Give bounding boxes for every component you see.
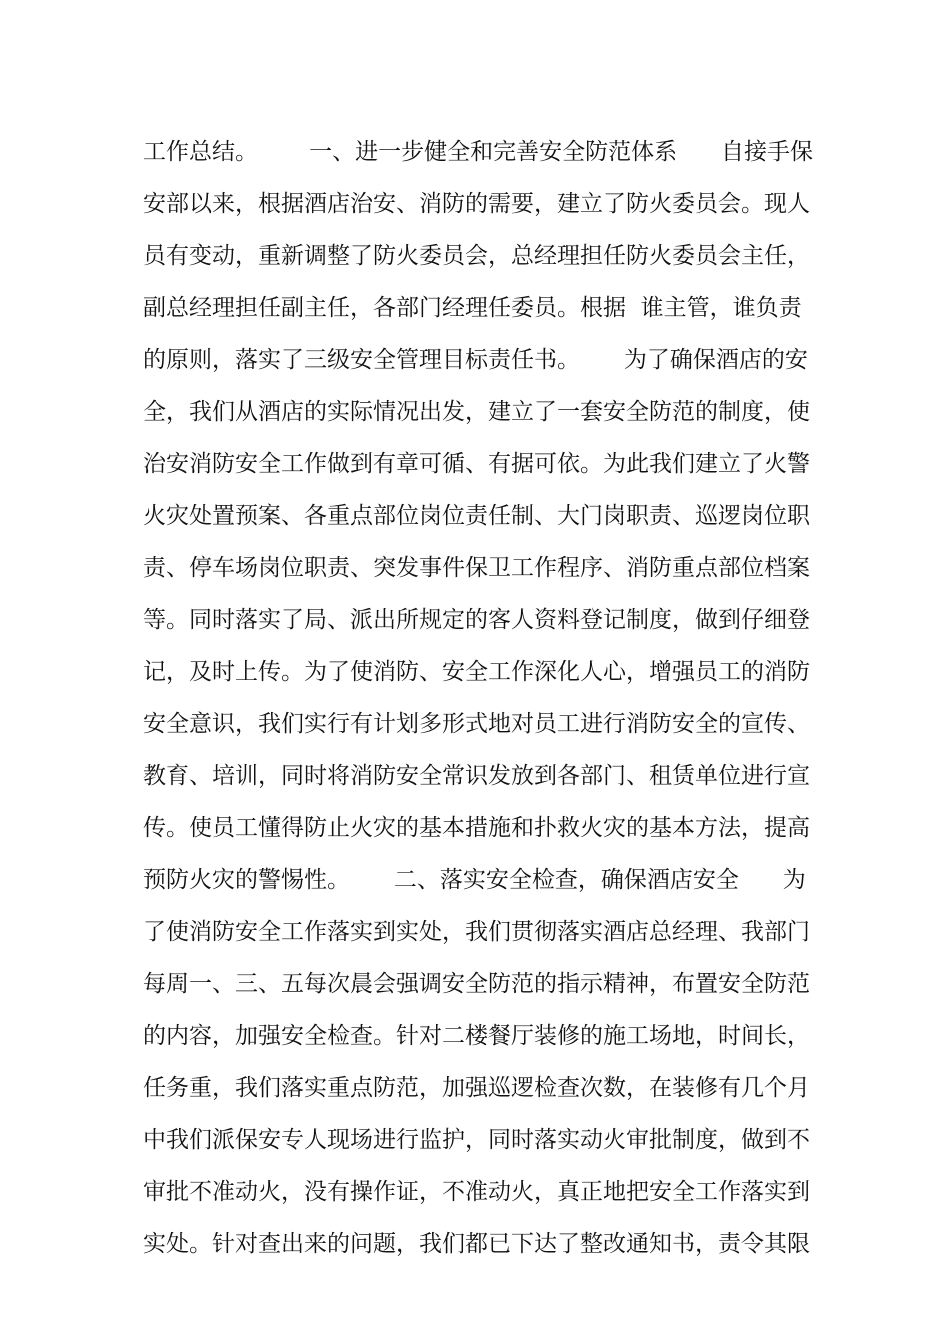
text-line: 安全意识，我们实行有计划多形式地对员工进行消防安全的宣传、 [143,711,810,737]
text-line: 任务重，我们落实重点防范，加强巡逻检查次数，在装修有几个月 [143,1075,810,1101]
text-line: 火灾处置预案、各重点部位岗位责任制、大门岗职责、巡逻岗位职 [143,503,810,529]
text-line: 副总经理担任副主任，各部门经理任委员。根据 谁主管，谁负责 [143,295,802,321]
body-text [143,126,823,1270]
text-line: 记，及时上传。为了使消防、安全工作深化人心，增强员工的消防 [143,659,810,685]
text-line: 传。使员工懂得防止火灾的基本措施和扑救火灾的基本方法，提高 [143,815,810,841]
text-line: 的内容，加强安全检查。针对二楼餐厅装修的施工场地，时间长， [143,1023,810,1049]
text-line: 责、停车场岗位职责、突发事件保卫工作程序、消防重点部位档案 [143,555,810,581]
text-line: 实处。针对查出来的问题，我们都已下达了整改通知书，责令其限 [143,1231,810,1257]
text-line: 教育、培训，同时将消防安全常识发放到各部门、租赁单位进行宣 [143,763,810,789]
text-line: 每周一、三、五每次晨会强调安全防范的指示精神，布置安全防范 [143,971,810,997]
text-line: 治安消防安全工作做到有章可循、有据可依。为此我们建立了火警 [143,451,810,477]
text-line: 员有变动，重新调整了防火委员会，总经理担任防火委员会主任， [143,243,810,269]
text-line: 了使消防安全工作落实到实处，我们贯彻落实酒店总经理、我部门 [143,919,810,945]
text-line: 预防火灾的警惕性。 二、落实安全检查，确保酒店安全 为 [143,867,806,893]
text-line: 安部以来，根据酒店治安、消防的需要，建立了防火委员会。现人 [143,191,810,217]
text-line: 中我们派保安专人现场进行监护，同时落实动火审批制度，做到不 [143,1127,810,1153]
text-line: 全，我们从酒店的实际情况出发，建立了一套安全防范的制度，使 [143,399,810,425]
text-line: 的原则，落实了三级安全管理目标责任书。 为了确保酒店的安 [143,347,808,373]
text-line: 等。同时落实了局、派出所规定的客人资料登记制度，做到仔细登 [143,607,810,633]
text-line: 工作总结。 一、进一步健全和完善安全防范体系 自接手保 [143,139,814,165]
text-line: 审批不准动火，没有操作证，不准动火，真正地把安全工作落实到 [143,1179,810,1205]
